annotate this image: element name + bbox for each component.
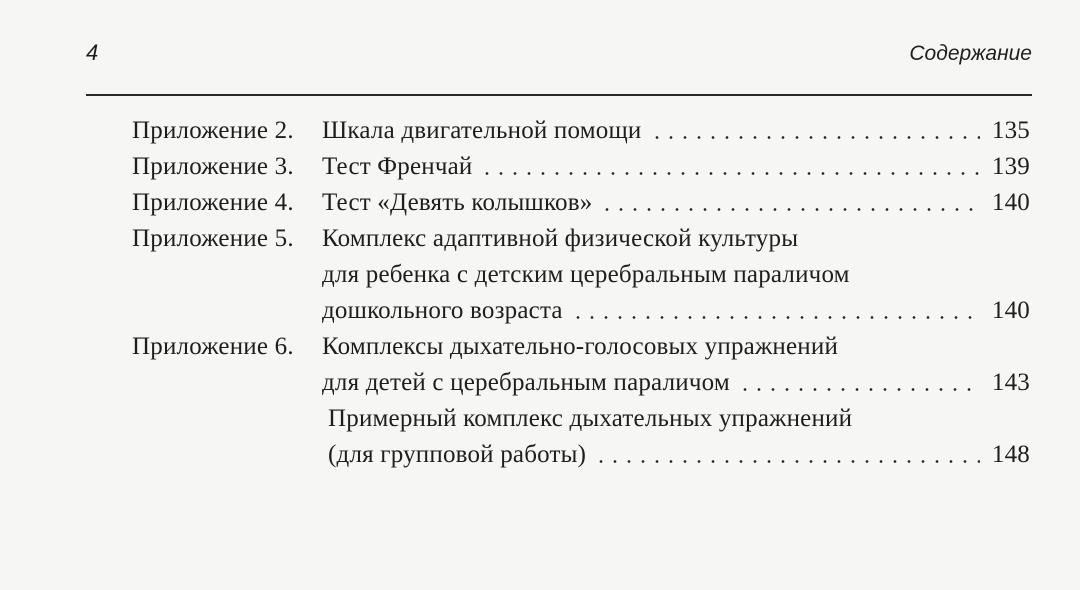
toc-entry-title-line: (для групповой работы) bbox=[328, 441, 587, 468]
dot-leader bbox=[600, 208, 979, 211]
dot-leader bbox=[650, 136, 980, 139]
toc-entry-title-line: Комплексы дыхательно-голосовых упражнений bbox=[322, 333, 839, 360]
toc-page-number: 140 bbox=[991, 189, 1030, 216]
toc-page-number: 139 bbox=[991, 153, 1030, 180]
toc-entry-title-line: Примерный комплекс дыхательных упражнений bbox=[328, 405, 853, 432]
toc-entry-label: Приложение 6. bbox=[132, 333, 294, 360]
toc-entry-title-line: дошкольного возраста bbox=[322, 297, 563, 324]
dot-leader bbox=[738, 388, 980, 391]
toc-page-number: 143 bbox=[991, 369, 1030, 396]
toc-entry-appendix-4 bbox=[132, 185, 1030, 221]
toc-page-number: 135 bbox=[991, 117, 1030, 144]
toc-entry-title: Тест «Девять колышков» bbox=[322, 189, 593, 216]
dot-leader bbox=[571, 316, 980, 319]
toc-entry-title-line: для ребенка с детским церебральным параличом bbox=[322, 261, 850, 288]
running-title: Содержание bbox=[909, 42, 1032, 65]
page-number: 4 bbox=[86, 40, 99, 65]
toc-page-number: 140 bbox=[991, 297, 1030, 324]
toc-page-number: 148 bbox=[991, 441, 1030, 468]
toc-entry-label: Приложение 3. bbox=[132, 153, 294, 180]
table-of-contents bbox=[132, 113, 1030, 473]
running-header bbox=[86, 40, 1032, 66]
toc-entry-appendix-3 bbox=[132, 149, 1030, 185]
toc-entry-title-line: для детей с церебральным параличом bbox=[322, 369, 730, 396]
header-rule bbox=[86, 94, 1032, 96]
toc-entry-appendix-6 bbox=[132, 329, 1030, 401]
toc-entry-label: Приложение 2. bbox=[132, 117, 294, 144]
toc-sub-entry bbox=[328, 401, 1030, 473]
toc-entry-label: Приложение 5. bbox=[132, 225, 294, 252]
toc-entry-title: Шкала двигательной помощи bbox=[322, 117, 642, 144]
toc-entry-title: Тест Френчай bbox=[322, 153, 473, 180]
toc-entry-label: Приложение 4. bbox=[132, 189, 294, 216]
dot-leader bbox=[594, 460, 980, 463]
toc-entry-appendix-2 bbox=[132, 113, 1030, 149]
dot-leader bbox=[480, 172, 979, 175]
toc-entry-appendix-5 bbox=[132, 221, 1030, 329]
toc-entry-title-line: Комплекс адаптивной физической культуры bbox=[322, 225, 799, 252]
